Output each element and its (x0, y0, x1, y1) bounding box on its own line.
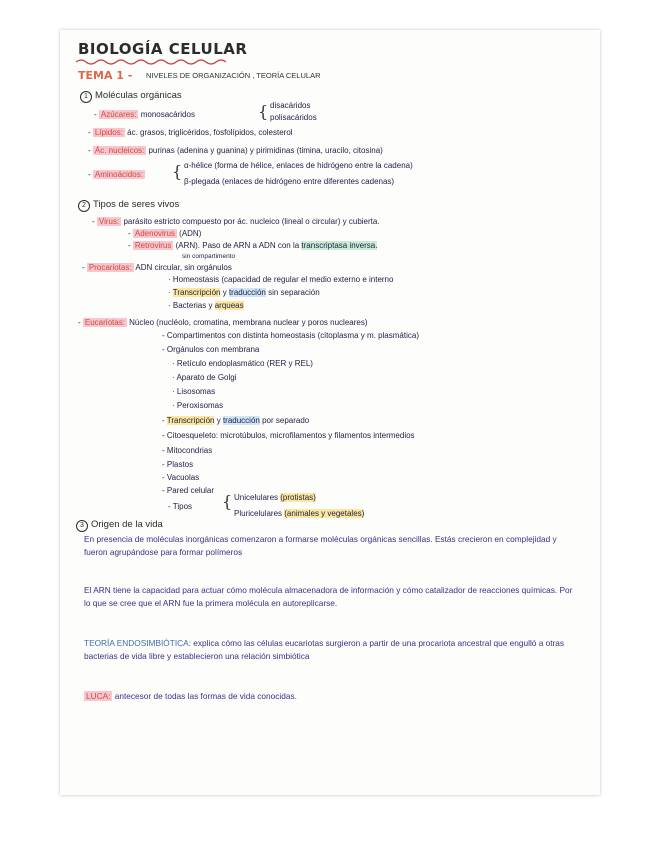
pluricelulares: Pluricelulares (animales y vegetales) (234, 509, 365, 518)
alfa-helice: α-hélice (forma de hélice, enlaces de hidrógeno entre la cadena) (184, 161, 413, 170)
euc-subitem: · Retículo endoplasmático (RER y REL) (172, 359, 313, 368)
sin-compartimento: sin compartimento (182, 253, 236, 260)
tema-heading: TEMA 1 - (78, 69, 133, 82)
luca-label: LUCA: (86, 691, 111, 701)
title-underline (76, 58, 236, 66)
euc-item: - Citoesqueleto: microtúbulos, microfilamentos y filamentos intermedios (162, 431, 415, 440)
unicelulares: Unicelulares (protistas) (234, 493, 316, 502)
proc-bacterias: · Bacterias y arqueas (168, 301, 244, 310)
paragraph-endosimbiotica: TEORÍA ENDOSIMBIÓTICA: explica cómo las células eucariotas surgieron a partir de una procariota ancestral que engulló a otras bacterias de vida libre y establecieron una relación simbiótica (84, 638, 565, 661)
eucariotas-line: - Eucariotas: Núcleo (nucléolo, cromatina, membrana nuclear y poros nucleares) (78, 318, 368, 327)
euc-item: - Pared celular (162, 486, 215, 495)
euc-subitem: · Aparato de Golgi (172, 373, 237, 382)
notebook-page (60, 30, 600, 795)
euc-item: - Mitocondrias (162, 446, 213, 455)
paragraph-origen: En presencia de moléculas inorgánicas comenzaron a formarse moléculas orgánicas sencillas. Estás crecieron en complejidad y fueron agrupándose para formar polímeros (84, 534, 557, 557)
azucares-line: - Azúcares: monosacáridos (94, 110, 195, 119)
paragraph-luca: LUCA: antecesor de todas las formas de vida conocidas. (86, 691, 297, 701)
euc-item: - Compartimentos con distinta homeostasis (citoplasma y m. plasmática) (162, 331, 419, 340)
section-3-heading: 3 Origen de la vida (76, 520, 163, 532)
brace: { (172, 162, 183, 181)
section-2-heading: 2 Tipos de seres vivos (78, 200, 179, 212)
adenovirus-line: - Adenovirus (ADN) (128, 229, 202, 238)
euc-item: - Orgánulos con membrana (162, 345, 260, 354)
proc-homeostasis: · Homeostasis (capacidad de regular el medio externo e interno (168, 275, 394, 284)
page-title: BIOLOGÍA CELULAR (78, 40, 248, 58)
euc-subitem: · Lisosomas (172, 387, 216, 396)
retrovirus-line: - Retrovirus (ARN). Paso de ARN a ADN con la transcriptasa inversa. (128, 241, 378, 250)
brace: { (258, 102, 269, 121)
euc-subitem: · Peroxisomas (172, 401, 224, 410)
aminoacidos-line: - Aminoácidos: (88, 170, 143, 179)
euc-item: - Plastos (162, 460, 194, 469)
lipidos-line: - Lípidos: ác. grasos, triglicéridos, fosfolípidos, colesterol (88, 128, 293, 137)
euc-transcripcion: - Transcripción y traducción por separado (162, 416, 310, 425)
acidos-line: - Ác. nucleicos: purinas (adenina y guanina) y pirimidinas (timina, uracilo, citosina) (88, 146, 383, 155)
beta-plegada: β-plegada (enlaces de hidrógeno entre diferentes cadenas) (184, 177, 395, 186)
paragraph-arn: El ARN tiene la capacidad para actuar cómo molécula almacenadora de información y cómo catalizador de reacciones químicas. Por lo que se cree que el ARN fue la primera molécula en autoreplicarse. (84, 585, 573, 608)
euc-tipos: - Tipos (168, 502, 193, 511)
endosimbiotica-label: TEORÍA ENDOSIMBIÓTICA: (84, 638, 191, 648)
tema-subtitle: NIVELES DE ORGANIZACIÓN , TEORÍA CELULAR (146, 71, 321, 80)
section-1-heading: 1 Moléculas orgánicas (80, 91, 182, 103)
proc-transcripcion: · Transcripción y traducción sin separación (168, 288, 320, 297)
procariotas-line: - Procariotas: ADN circular, sin orgánulos (82, 263, 232, 272)
disacaridos: disacáridos (270, 101, 311, 110)
polisacaridos: polisacáridos (270, 113, 317, 122)
euc-item: - Vacuolas (162, 473, 200, 482)
brace: { (222, 492, 233, 511)
virus-line: - Virus: parásito estricto compuesto por ác. nucleico (lineal o circular) y cubierta. (92, 217, 380, 226)
